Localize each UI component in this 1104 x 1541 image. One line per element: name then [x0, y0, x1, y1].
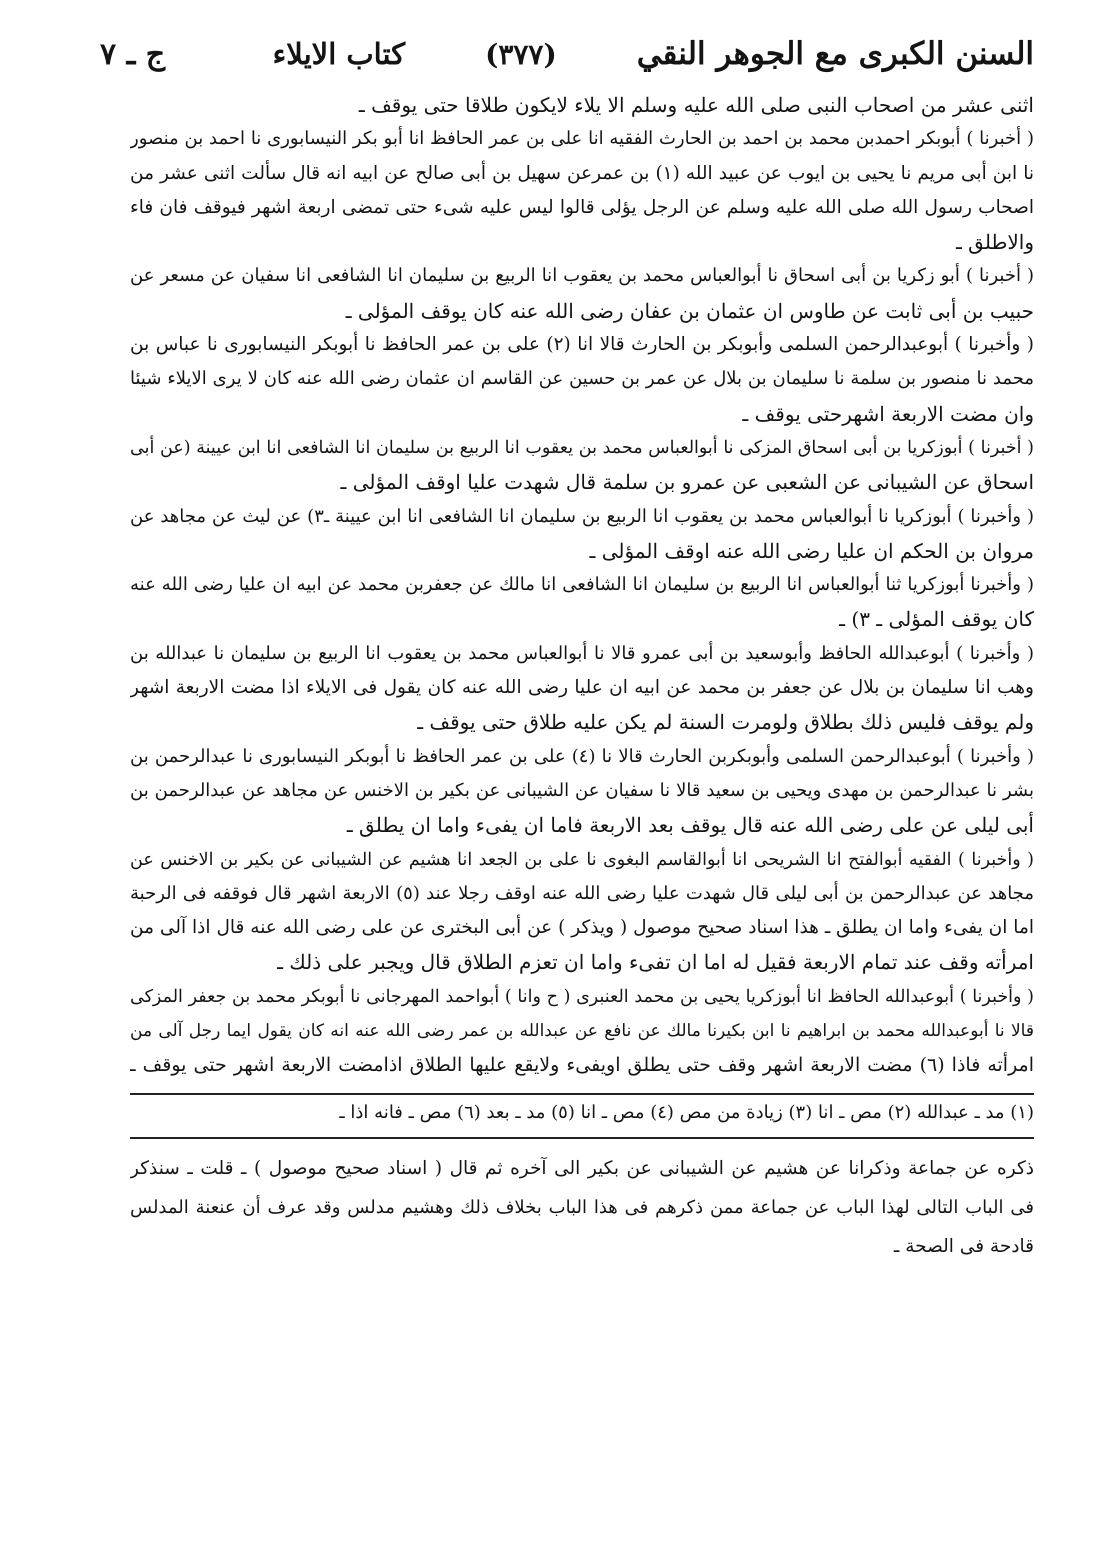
text-line: ( وأخبرنا ) أبوعبدالرحمن السلمى وأبوبكر بن الحارث قالا انا (٢) على بن عمر الحافظ نا أبوبكر النيسابورى نا عباس بن — [130, 334, 1034, 356]
text-line: ( وأخبرنا أبوزكريا ثنا أبوالعباس انا الربيع بن سليمان انا الشافعى انا مالك عن جعفربن محمد عن ابيه ان عليا رضى الله عنه — [130, 574, 1034, 596]
text-line: ( أخبرنا ) أبوبكر احمدبن محمد بن احمد بن الحارث الفقيه انا على بن عمر الحافظ انا أبو بكر النيسابورى نا احمد بن منصور — [130, 128, 1034, 150]
text-line: بشر نا عبدالرحمن بن مهدى ويحيى بن سعيد قالا نا سفيان عن الشيبانى عن بكير بن الاخنس عن مجاهد عن عبدالرحمن بن — [130, 779, 1034, 801]
text-line: اسحاق عن الشيبانى عن الشعبى عن عمرو بن سلمة قال شهدت عليا اوقف المؤلى ـ — [340, 470, 1034, 495]
text-line: ولم يوقف فليس ذلك بطلاق ولومرت السنة لم يكن عليه طلاق حتى يوقف ـ — [417, 710, 1034, 735]
commentary — [130, 1149, 1034, 1266]
text-line: وان مضت الاربعة اشهرحتى يوقف ـ — [742, 401, 1034, 426]
page-number: (٣٧٧) — [485, 38, 557, 71]
text-line: مروان بن الحكم ان عليا رضى الله عنه اوقف المؤلى ـ — [589, 538, 1034, 563]
text-line: ( وأخبرنا ) أبوعبدالرحمن السلمى وأبوبكربن الحارث قالا نا (٤) على بن عمر الحافظ نا أبوبكر النيسابورى نا عبدالرحمن بن — [130, 745, 1034, 767]
text-line: كان يوقف المؤلى ـ ٣) ـ — [839, 607, 1034, 632]
text-line: ( وأخبرنا ) أبوعبدالله الحافظ انا أبوزكريا يحيى بن محمد العنبرى ( ح وانا ) أبواحمد المهرجانى نا أبوبكر محمد بن جعفر المزكى — [130, 986, 1034, 1007]
text-line: ( أخبرنا ) أبوزكريا بن أبى اسحاق المزكى نا أبوالعباس محمد بن يعقوب انا الربيع بن سليمان انا الشافعى انا ابن عيينة (عن أبى — [130, 437, 1034, 458]
text-line: مجاهد عن عبدالرحمن بن أبى ليلى قال شهدت عليا رضى الله عنه اوقف رجلا عند (٥) الاربعة اشهر قال فوقفه فى الرحبة — [130, 882, 1034, 904]
text-line: ( وأخبرنا ) أبوزكريا نا أبوالعباس محمد بن يعقوب انا الربيع بن سليمان انا الشافعى انا ابن عيينة ـ٣) عن ليث عن مجاهد عن — [130, 505, 1034, 527]
commentary-divider — [130, 1137, 1034, 1139]
text-line: أبى ليلى عن على رضى الله عنه قال يوقف بعد الاربعة فاما ان يفىء واما ان يطلق ـ — [346, 813, 1034, 838]
text-line: اثنى عشر من اصحاب النبى صلى الله عليه وسلم الا يلاء لايكون طلاقا حتى يوقف ـ — [358, 93, 1034, 117]
footnotes — [130, 1095, 1034, 1131]
footnote-line: (١) مد ـ عبدالله (٢) مص ـ انا (٣) زيادة من مص (٤) مص ـ انا (٥) مد ـ بعد (٦) مص ـ فانه اذا ـ — [339, 1101, 1034, 1123]
commentary-line: ذكره عن جماعة وذكرانا عن هشيم عن الشيبانى عن بكير الى آخره ثم قال ( اسناد صحيح موصول ) ـ قلت ـ سنذكر — [130, 1157, 1034, 1179]
text-line: والاطلق ـ — [955, 230, 1034, 255]
main-text — [130, 88, 1034, 1083]
volume-number: ج ـ ٧ — [100, 37, 166, 72]
text-line: امرأته وقف عند تمام الاربعة فقيل له اما ان تفىء واما ان تعزم الطلاق قال ويجبر على ذلك ـ — [277, 950, 1034, 975]
text-line: ( أخبرنا ) أبو زكريا بن أبى اسحاق نا أبوالعباس محمد بن يعقوب انا الربيع بن سليمان انا الشافعى انا سفيان عن مسعر عن — [130, 265, 1034, 287]
text-line: نا ابن أبى مريم نا يحيى بن ايوب عن عبيد الله (١) بن عمرعن سهيل بن أبى صالح عن ابيه انه قال سألت اثنى عشر من — [130, 162, 1034, 184]
text-line: ( وأخبرنا ) أبوعبدالله الحافظ وأبوسعيد بن أبى عمرو قالا نا أبوالعباس محمد بن يعقوب انا الربيع بن سليمان نا عبدالله بن — [130, 642, 1034, 664]
text-line: ( وأخبرنا ) الفقيه أبوالفتح انا الشريحى انا أبوالقاسم البغوى نا على بن الجعد انا هشيم عن الشيبانى عن بكير بن الاخنس عن — [130, 849, 1034, 870]
text-line: قالا نا أبوعبدالله محمد بن ابراهيم نا ابن بكيرنا مالك عن نافع عن عبدالله بن عمر رضى الله عنه انه كان يقول ايما رجل آلى من — [130, 1021, 1034, 1042]
text-line: محمد نا منصور بن سلمة نا سليمان بن بلال عن عمر بن حسين عن القاسم ان عثمان رضى الله عنه كان لا يرى الايلاء شيئا — [130, 368, 1034, 390]
text-line: وهب انا سليمان بن بلال عن جعفر بن محمد عن ابيه ان عليا رضى الله عنه كان يقول فى الايلاء اذا مضت الاربعة اشهر — [130, 677, 1034, 699]
text-line: امرأته فاذا (٦) مضت الاربعة اشهر وقف حتى يطلق اويفىء ولايقع عليها الطلاق اذامضت الاربعة اشهر حتى يوقف ـ — [130, 1054, 1034, 1077]
commentary-line: قادحة فى الصحة ـ — [893, 1235, 1034, 1257]
text-line: حبيب بن أبى ثابت عن طاوس ان عثمان بن عفان رضى الله عنه كان يوقف المؤلى ـ — [345, 298, 1034, 323]
text-line: اما ان يفىء واما ان يطلق ـ هذا اسناد صحيح موصول ( ويذكر ) عن أبى البخترى عن على رضى الله عنه قال اذا آلى من — [130, 917, 1034, 939]
commentary-line: فى الباب التالى لهذا الباب عن جماعة ممن ذكرهم فى هذا الباب بخلاف ذلك وهشيم مدلس وقد عرف أن عنعنة المدلس — [130, 1196, 1034, 1218]
book-title: كتاب الايلاء — [272, 37, 406, 71]
running-header — [100, 36, 1034, 88]
header-title: السنن الكبرى مع الجوهر النقي — [636, 36, 1034, 72]
text-line: اصحاب رسول الله صلى الله عليه وسلم عن الرجل يؤلى قالوا ليس عليه شىء حتى تمضى اربعة اشهر فيوقف فان فاء — [130, 196, 1034, 218]
